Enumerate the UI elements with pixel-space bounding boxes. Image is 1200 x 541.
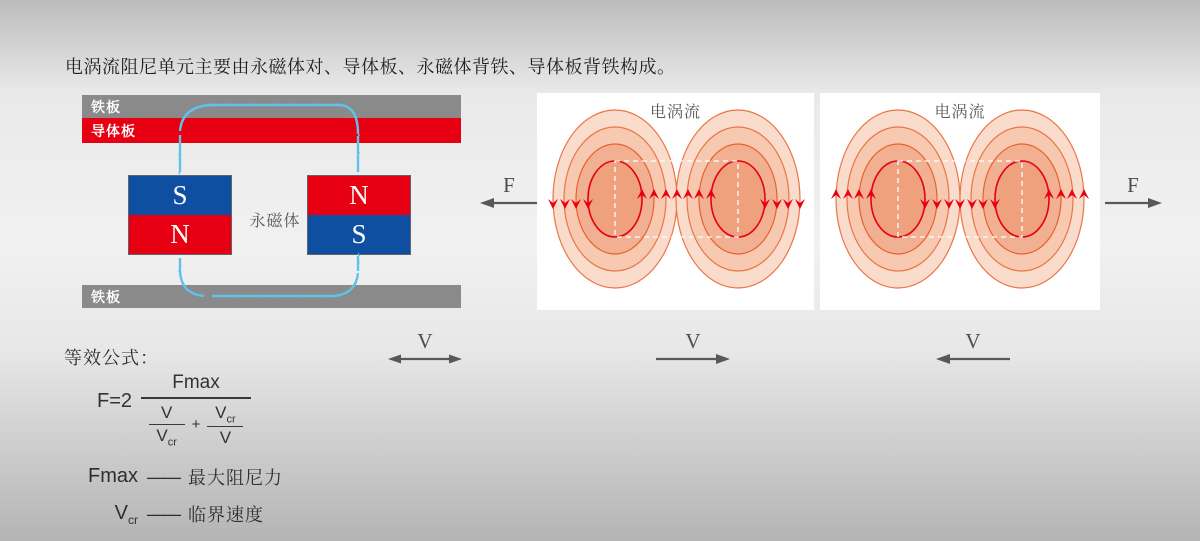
right-arrow-icon xyxy=(653,352,733,366)
magnetic-flux-loop-icon xyxy=(82,93,461,309)
force-label: F xyxy=(503,173,515,197)
legend-symbol: $V_{cr}$ xyxy=(114,501,138,527)
right-magnet-north-pole: N xyxy=(308,176,410,215)
top-iron-plate-label: 铁板 xyxy=(91,98,121,115)
vortex-right-cw xyxy=(676,110,800,288)
legend-meaning: 最大阻尼力 xyxy=(188,468,283,488)
eddy-vortex-graphic-right xyxy=(820,93,1100,310)
panel-left-title: 电涡流 xyxy=(649,104,701,121)
velocity-label: V xyxy=(417,329,433,353)
formula-denominator xyxy=(141,399,251,448)
force-arrow-left xyxy=(478,174,540,215)
legend-symbol: Fmax xyxy=(88,464,138,487)
legend-dash: —— xyxy=(147,466,179,487)
double-arrow-icon xyxy=(386,352,464,366)
force-label: F xyxy=(1127,173,1139,197)
formula-main-fraction xyxy=(141,372,251,448)
panel-right-title: 电涡流 xyxy=(934,104,986,121)
velocity-arrow-right xyxy=(653,330,733,371)
bottom-iron-plate-label: 铁板 xyxy=(91,288,121,305)
formula-heading: 等效公式： xyxy=(64,348,159,368)
symbol-v: V xyxy=(160,403,173,422)
legend-meaning: 临界速度 xyxy=(188,505,264,525)
subscript-cr: cr xyxy=(167,436,177,449)
symbol-v: V xyxy=(215,403,227,422)
plus-sign: + xyxy=(191,416,201,433)
fraction-bar xyxy=(207,426,243,427)
left-magnet-north-pole: N xyxy=(129,215,231,254)
left-arrow-icon xyxy=(478,196,540,210)
conductor-plate-label: 导体板 xyxy=(91,122,136,139)
formula-numerator: Fmax xyxy=(172,372,220,393)
eddy-current-panel-right xyxy=(820,93,1100,310)
formula-lhs: F=2 xyxy=(97,390,133,412)
intro-text: 电涡流阻尼单元主要由永磁体对、导体板、永磁体背铁、导体板背铁构成。 xyxy=(65,57,676,77)
permanent-magnet-label: 永磁体 xyxy=(249,213,301,230)
left-arrow-icon xyxy=(933,352,1013,366)
subfraction-vcr-over-v xyxy=(207,403,243,448)
eddy-current-panel-left xyxy=(537,93,814,310)
velocity-arrow-left xyxy=(933,330,1013,371)
velocity-arrow-bidirectional xyxy=(386,330,464,371)
velocity-label: V xyxy=(685,329,701,353)
symbol-v: V xyxy=(156,426,168,445)
right-arrow-icon xyxy=(1102,196,1164,210)
left-magnet-south-pole: S xyxy=(129,176,231,215)
fraction-bar xyxy=(149,424,185,425)
legend-dash: —— xyxy=(147,503,179,524)
right-magnet-south-pole: S xyxy=(308,215,410,254)
subscript-cr: cr xyxy=(226,413,236,426)
subfraction-v-over-vcr xyxy=(149,403,185,448)
force-arrow-right xyxy=(1102,174,1164,215)
legend-fmax xyxy=(60,464,283,490)
legend-vcr xyxy=(60,501,264,527)
eddy-vortex-graphic-left xyxy=(537,93,814,310)
velocity-label: V xyxy=(965,329,981,353)
magnet-plate-diagram xyxy=(82,93,461,309)
symbol-v: V xyxy=(219,428,232,448)
